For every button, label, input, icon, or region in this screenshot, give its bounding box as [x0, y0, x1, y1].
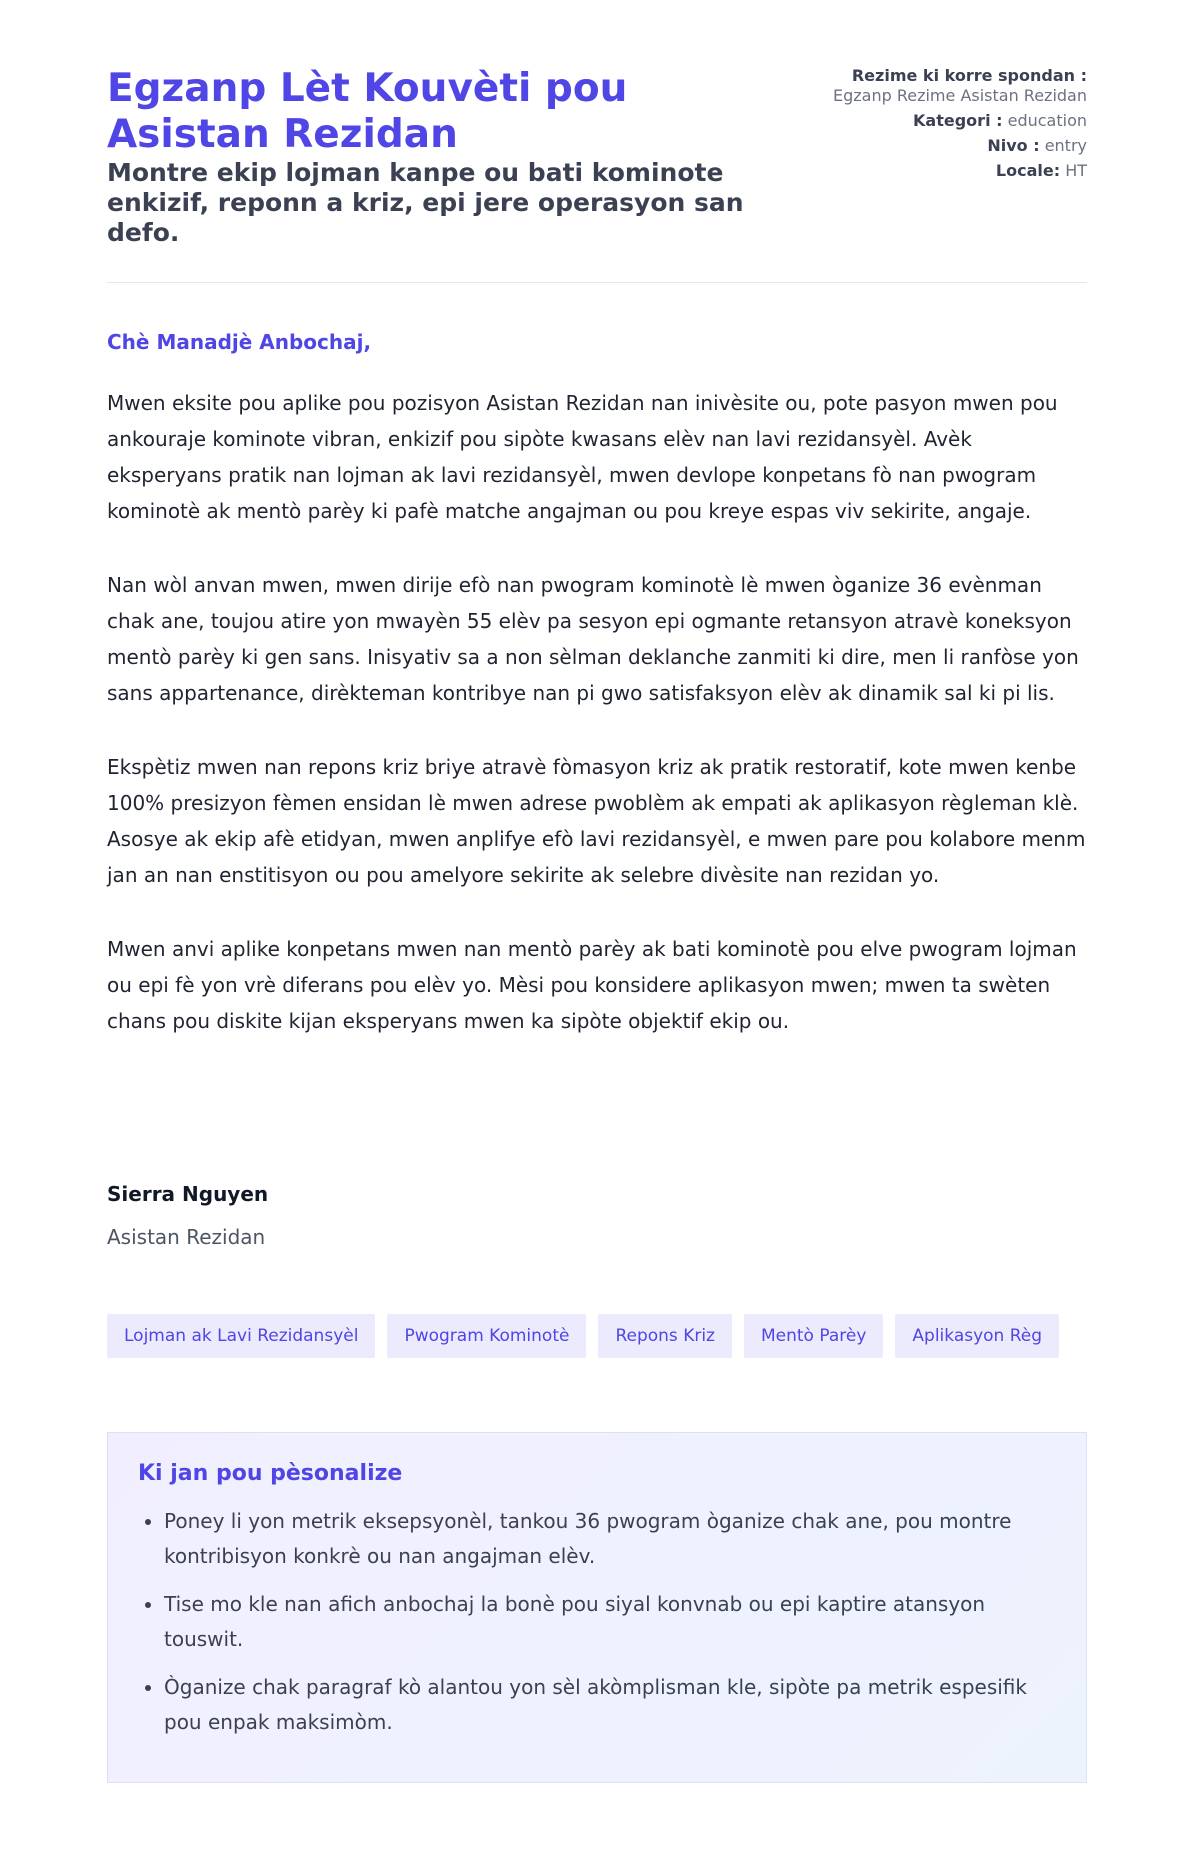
- header-divider: [107, 282, 1087, 283]
- signature-role: Asistan Rezidan: [107, 1225, 266, 1249]
- meta-panel: [797, 66, 1087, 186]
- meta-resume-label: Rezime ki korre spondan :: [851, 66, 1087, 85]
- tip-item: • Poney li yon metrik eksepsyonèl, tankou 36 pwogram òganize chak ane, pou montre kontribisyon konkrè ou nan angajman elèv.: [164, 1504, 1056, 1574]
- skill-tags: [107, 1314, 1059, 1358]
- letter-paragraph: Mwen eksite pou aplike pou pozisyon Asistan Rezidan nan inivèsite ou, pote pasyon mwen pou ankouraje kominote vibran, enkizif pou sipòte kwasans elèv nan lavi rezidansyèl. Avèk eksperyans pratik nan lojman ak lavi rezidansyèl, mwen devlope konpetans fò nan pwogram kominotè ak mentò parèy ki pafè matche angajman ou pou kreye espas viv sekirite, angaje.: [107, 391, 1058, 523]
- salutation: Chè Manadjè Anbochaj,: [107, 330, 372, 354]
- meta-locale: [797, 161, 1087, 181]
- header: [107, 66, 1087, 248]
- skill-tag: Aplikasyon Règ: [895, 1314, 1059, 1358]
- meta-resume-link[interactable]: Egzanp Rezime Asistan Rezidan: [832, 86, 1087, 105]
- page-title: Egzanp Lèt Kouvèti pou Asistan Rezidan: [107, 66, 628, 157]
- page-subtitle: Montre ekip lojman kanpe ou bati kominote enkizif, reponn a kriz, epi jere operasyon san defo.: [107, 158, 744, 247]
- letter-body: [107, 385, 1092, 1077]
- meta-level: [797, 136, 1087, 156]
- tips-title: Ki jan pou pèsonalize: [138, 1461, 403, 1486]
- meta-category-label: Kategori :: [913, 111, 1003, 130]
- tips-list: [138, 1504, 1056, 1740]
- signature-name: Sierra Nguyen: [107, 1182, 269, 1206]
- customization-tips: [107, 1432, 1087, 1783]
- skill-tag: Repons Kriz: [598, 1314, 732, 1358]
- meta-level-value: entry: [1044, 136, 1087, 155]
- skill-tag: Mentò Parèy: [744, 1314, 883, 1358]
- skill-tag: Pwogram Kominotè: [387, 1314, 586, 1358]
- meta-locale-label: Locale:: [995, 161, 1061, 180]
- meta-locale-value: HT: [1065, 161, 1087, 180]
- meta-level-label: Nivo :: [987, 136, 1040, 155]
- skill-tag: Lojman ak Lavi Rezidansyèl: [107, 1314, 375, 1358]
- meta-category-value: education: [1007, 111, 1087, 130]
- letter-paragraph: Ekspètiz mwen nan repons kriz briye atravè fòmasyon kriz ak pratik restoratif, kote mwen kenbe 100% presizyon fèmen ensidan lè mwen adrese pwoblèm ak empati ak aplikasyon règleman klè. Asosye ak ekip afè etidyan, mwen anplifye efò lavi rezidansyèl, e mwen pare pou kolabore menm jan an nan enstitisyon ou pou amelyore sekirite ak selebre divèsite nan rezidan yo.: [107, 755, 1086, 887]
- tip-item: • Òganize chak paragraf kò alantou yon sèl akòmplisman kle, sipòte pa metrik espesifik pou enpak maksimòm.: [164, 1670, 1056, 1740]
- tip-item: • Tise mo kle nan afich anbochaj la bonè pou siyal konvnab ou epi kaptire atansyon touswit.: [164, 1587, 1056, 1657]
- letter-paragraph: Nan wòl anvan mwen, mwen dirije efò nan pwogram kominotè lè mwen òganize 36 evènman chak ane, toujou atire yon mwayèn 55 elèv pa sesyon epi ogmante retansyon atravè koneksyon mentò parèy ki gen sans. Inisyativ sa a non sèlman deklanche zanmiti ki dire, men li ranfòse yon sans appartenance, dirèkteman kontribye nan pi gwo satisfaksyon elèv ak dinamik sal ki pi lis.: [107, 573, 1079, 705]
- meta-resume: [797, 66, 1087, 106]
- meta-category: [797, 111, 1087, 131]
- letter-paragraph: Mwen anvi aplike konpetans mwen nan mentò parèy ak bati kominotè pou elve pwogram lojman ou epi fè yon vrè diferans pou elèv yo. Mèsi pou konsidere aplikasyon mwen; mwen ta swèten chans pou diskite kijan eksperyans mwen ka sipòte objektif ekip ou.: [107, 937, 1077, 1033]
